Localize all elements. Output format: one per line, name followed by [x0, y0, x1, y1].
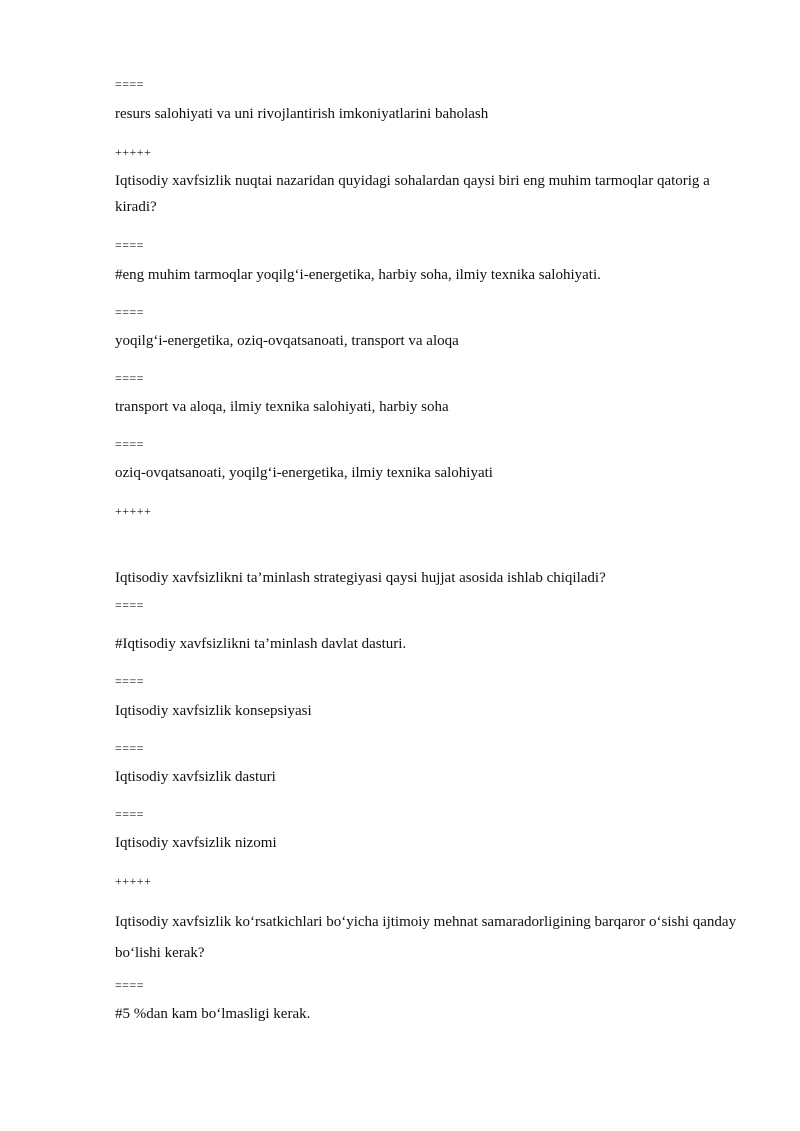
answer-option: #5 %dan kam bo‘lmasligi kerak.	[115, 1006, 311, 1022]
answer-option: #eng muhim tarmoqlar yoqilg‘i-energetika, harbiy soha, ilmiy texnika salohiyati.	[115, 267, 601, 283]
separator-line: ====	[115, 77, 145, 91]
separator-line: +++++	[115, 504, 152, 518]
separator-line: ====	[115, 978, 145, 992]
separator-line: +++++	[115, 874, 152, 888]
answer-option: Iqtisodiy xavfsizlik konsepsiyasi	[115, 703, 312, 719]
answer-option: Iqtisodiy xavfsizlik nizomi	[115, 835, 277, 851]
question-text: Iqtisodiy xavfsizlik ko‘rsatkichlari bo‘yicha ijtimoiy mehnat samaradorligining barqaror o‘sishi qanday bo‘lishi kerak?	[115, 914, 737, 961]
separator-line: ====	[115, 741, 145, 755]
question-text: Iqtisodiy xavfsizlikni ta’minlash strategiyasi qaysi hujjat asosida ishlab chiqiladi?	[115, 570, 606, 586]
answer-option: #Iqtisodiy xavfsizlikni ta’minlash davlat dasturi.	[115, 636, 407, 652]
answer-option: yoqilg‘i-energetika, oziq-ovqatsanoati, transport va aloqa	[115, 333, 459, 349]
separator-line: ====	[115, 598, 145, 612]
separator-line: ====	[115, 305, 145, 319]
separator-line: ====	[115, 807, 145, 821]
question-text: Iqtisodiy xavfsizlik nuqtai nazaridan quyidagi sohalardan qaysi biri eng muhim tarmoqlar qatorig a kiradi?	[115, 173, 710, 215]
answer-option: oziq-ovqatsanoati, yoqilg‘i-energetika, ilmiy texnika salohiyati	[115, 465, 493, 481]
answer-option: resurs salohiyati va uni rivojlantirish imkoniyatlarini baholash	[115, 106, 489, 122]
separator-line: ====	[115, 437, 145, 451]
separator-line: ====	[115, 371, 145, 385]
separator-line: ====	[115, 238, 145, 252]
answer-option: transport va aloqa, ilmiy texnika salohiyati, harbiy soha	[115, 399, 449, 415]
separator-line: +++++	[115, 145, 152, 159]
separator-line: ====	[115, 674, 145, 688]
answer-option: Iqtisodiy xavfsizlik dasturi	[115, 769, 276, 785]
